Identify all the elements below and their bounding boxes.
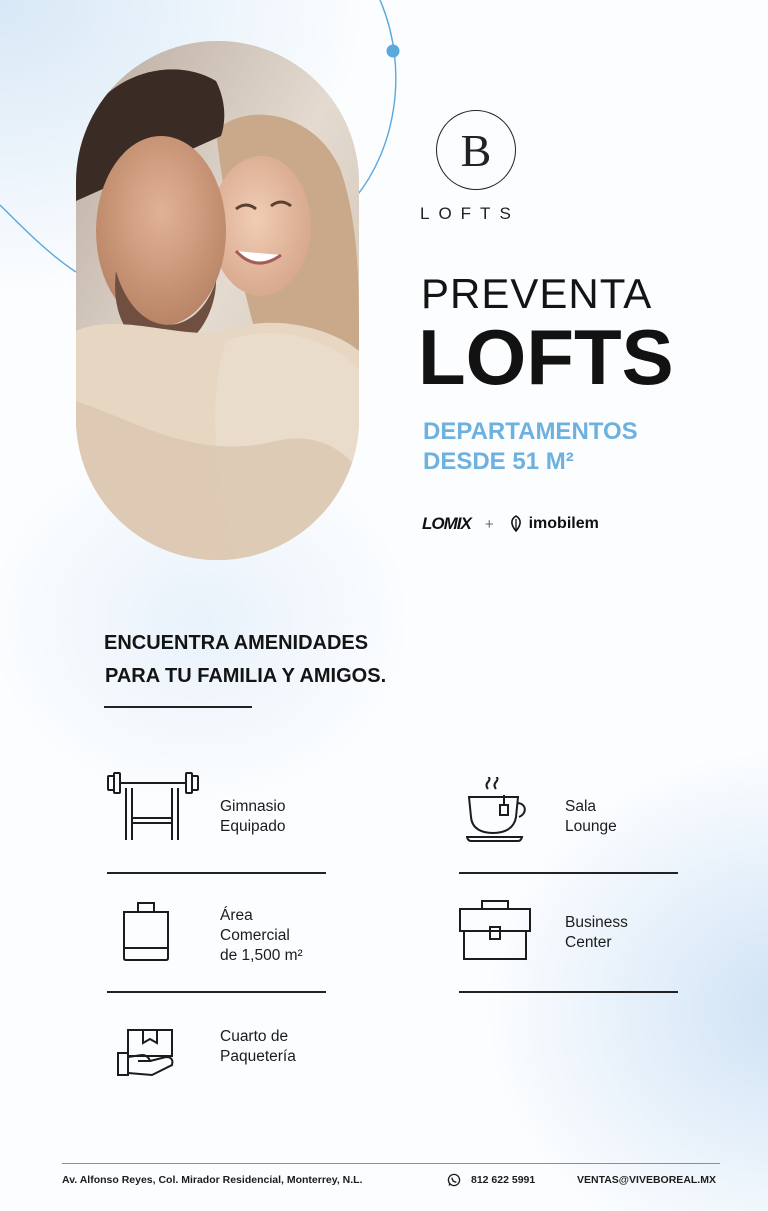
amenity-divider bbox=[107, 872, 326, 874]
amenity-gym-line1: Gimnasio bbox=[220, 798, 286, 815]
plus-sign: + bbox=[484, 515, 494, 533]
footer-divider bbox=[62, 1163, 720, 1164]
amenity-package-line1: Cuarto de bbox=[220, 1028, 289, 1045]
amenities-heading-line2: PARA TU FAMILIA Y AMIGOS. bbox=[105, 665, 387, 687]
amenity-business-line1: Business bbox=[565, 914, 628, 931]
package-hand-icon bbox=[116, 1027, 176, 1079]
brand-logo bbox=[436, 110, 516, 190]
amenity-commercial-line3: de 1,500 m² bbox=[220, 947, 303, 964]
subtitle bbox=[423, 417, 638, 477]
subtitle-line1: DEPARTAMENTOS bbox=[423, 418, 638, 445]
lomix-logo: LOMIX bbox=[422, 514, 471, 533]
amenities-heading bbox=[104, 627, 386, 693]
imobilem-leaf-icon bbox=[508, 515, 524, 533]
footer-phone[interactable]: 812 622 5991 bbox=[471, 1174, 536, 1186]
amenity-commercial-line2: Comercial bbox=[220, 927, 290, 944]
heading-rule bbox=[104, 706, 252, 708]
shopping-bag-icon bbox=[121, 900, 171, 962]
imobilem-logo: imobilem bbox=[528, 515, 599, 532]
amenities-heading-line1: ENCUENTRA AMENIDADES bbox=[104, 632, 369, 654]
pre-title: PREVENTA bbox=[421, 270, 653, 317]
amenity-commercial-line1: Área bbox=[220, 907, 253, 924]
amenity-package-line2: Paquetería bbox=[220, 1048, 296, 1065]
whatsapp-icon bbox=[447, 1173, 461, 1187]
amenity-lounge-line1: Sala bbox=[565, 798, 597, 815]
couple-photo bbox=[76, 41, 359, 560]
amenity-gym-line2: Equipado bbox=[220, 818, 286, 835]
dumbbell-rack-icon bbox=[106, 770, 200, 842]
amenity-divider bbox=[459, 991, 678, 993]
briefcase-icon bbox=[458, 899, 532, 961]
amenity-business-line2: Center bbox=[565, 934, 612, 951]
tea-cup-icon bbox=[466, 777, 530, 843]
logo-letter: B bbox=[460, 124, 492, 176]
footer-email[interactable]: VENTAS@VIVEBOREAL.MX bbox=[577, 1174, 716, 1186]
subtitle-line2: DESDE 51 M² bbox=[423, 448, 574, 475]
logo-wordmark: LOFTS bbox=[420, 204, 520, 223]
amenity-divider bbox=[107, 991, 326, 993]
amenity-lounge-line2: Lounge bbox=[565, 818, 617, 835]
main-title: LOFTS bbox=[418, 313, 674, 401]
footer-address: Av. Alfonso Reyes, Col. Mirador Residencial, Monterrey, N.L. bbox=[62, 1174, 363, 1186]
partner-logos bbox=[422, 510, 599, 538]
amenity-divider bbox=[459, 872, 678, 874]
